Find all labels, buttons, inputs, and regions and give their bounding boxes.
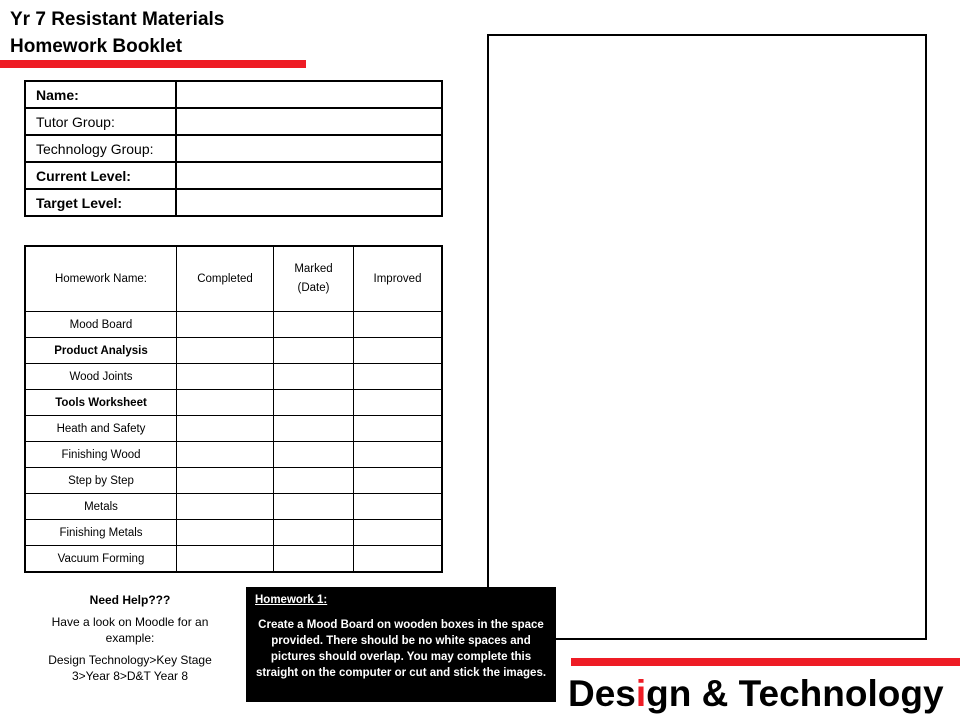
info-label: Target Level: bbox=[25, 189, 176, 216]
marked-cell[interactable] bbox=[274, 494, 354, 520]
homework-row bbox=[25, 338, 442, 364]
info-label: Technology Group: bbox=[25, 135, 176, 162]
header-improved: Improved bbox=[354, 246, 443, 312]
homework-tracker-table bbox=[24, 245, 443, 573]
completed-cell[interactable] bbox=[177, 468, 274, 494]
info-row bbox=[25, 162, 442, 189]
info-label: Tutor Group: bbox=[25, 108, 176, 135]
help-section bbox=[30, 592, 230, 690]
homework-name: Product Analysis bbox=[25, 338, 177, 364]
header-homework-name: Homework Name: bbox=[25, 246, 177, 312]
marked-cell[interactable] bbox=[274, 468, 354, 494]
help-text: Have a look on Moodle for an example: bbox=[51, 615, 209, 645]
improved-cell[interactable] bbox=[354, 494, 443, 520]
help-heading: Need Help??? bbox=[89, 593, 171, 607]
marked-cell[interactable] bbox=[274, 442, 354, 468]
homework-task-box bbox=[246, 587, 556, 702]
info-row bbox=[25, 81, 442, 108]
footer-title bbox=[568, 672, 944, 716]
footer-title-accent-letter: i bbox=[635, 673, 647, 714]
info-value-field[interactable] bbox=[176, 135, 442, 162]
homework-row bbox=[25, 442, 442, 468]
marked-cell[interactable] bbox=[274, 390, 354, 416]
marked-cell[interactable] bbox=[274, 338, 354, 364]
homework-name: Wood Joints bbox=[25, 364, 177, 390]
homework-header-row bbox=[25, 246, 442, 312]
marked-cell[interactable] bbox=[274, 416, 354, 442]
marked-cell[interactable] bbox=[274, 312, 354, 338]
header-marked-line1: Marked bbox=[294, 263, 333, 275]
completed-cell[interactable] bbox=[177, 364, 274, 390]
info-value-field[interactable] bbox=[176, 162, 442, 189]
completed-cell[interactable] bbox=[177, 312, 274, 338]
student-info-table bbox=[24, 80, 443, 217]
info-label: Name: bbox=[25, 81, 176, 108]
improved-cell[interactable] bbox=[354, 338, 443, 364]
info-row bbox=[25, 135, 442, 162]
completed-cell[interactable] bbox=[177, 390, 274, 416]
completed-cell[interactable] bbox=[177, 520, 274, 546]
homework-row bbox=[25, 390, 442, 416]
info-row bbox=[25, 108, 442, 135]
homework-row bbox=[25, 312, 442, 338]
completed-cell[interactable] bbox=[177, 442, 274, 468]
marked-cell[interactable] bbox=[274, 520, 354, 546]
homework-row bbox=[25, 520, 442, 546]
homework-name: Finishing Metals bbox=[25, 520, 177, 546]
completed-cell[interactable] bbox=[177, 546, 274, 573]
title-accent-bar bbox=[0, 60, 306, 68]
homework-row bbox=[25, 494, 442, 520]
info-label: Current Level: bbox=[25, 162, 176, 189]
homework-row bbox=[25, 468, 442, 494]
completed-cell[interactable] bbox=[177, 494, 274, 520]
footer-accent-bar bbox=[571, 658, 960, 666]
header-marked bbox=[274, 246, 354, 312]
homework-row bbox=[25, 364, 442, 390]
marked-cell[interactable] bbox=[274, 546, 354, 573]
info-value-field[interactable] bbox=[176, 189, 442, 216]
homework-name: Vacuum Forming bbox=[25, 546, 177, 573]
info-row bbox=[25, 189, 442, 216]
improved-cell[interactable] bbox=[354, 364, 443, 390]
help-path: Design Technology>Key Stage 3>Year 8>D&T Year 8 bbox=[48, 653, 212, 683]
homework-name: Mood Board bbox=[25, 312, 177, 338]
homework-task-heading: Homework 1: bbox=[255, 594, 328, 606]
homework-row bbox=[25, 416, 442, 442]
improved-cell[interactable] bbox=[354, 416, 443, 442]
booklet-title bbox=[10, 6, 224, 60]
completed-cell[interactable] bbox=[177, 338, 274, 364]
improved-cell[interactable] bbox=[354, 468, 443, 494]
homework-name: Finishing Wood bbox=[25, 442, 177, 468]
completed-cell[interactable] bbox=[177, 416, 274, 442]
improved-cell[interactable] bbox=[354, 312, 443, 338]
improved-cell[interactable] bbox=[354, 390, 443, 416]
homework-name: Metals bbox=[25, 494, 177, 520]
homework-name: Tools Worksheet bbox=[25, 390, 177, 416]
improved-cell[interactable] bbox=[354, 520, 443, 546]
homework-task-body: Create a Mood Board on wooden boxes in the space provided. There should be no white spaces and pictures should overlap. You may complete this straight on the computer or cut and stick the images. bbox=[255, 619, 547, 679]
homework-name: Step by Step bbox=[25, 468, 177, 494]
homework-row bbox=[25, 546, 442, 573]
header-completed: Completed bbox=[177, 246, 274, 312]
marked-cell[interactable] bbox=[274, 364, 354, 390]
mood-board-area[interactable] bbox=[487, 34, 927, 640]
homework-name: Heath and Safety bbox=[25, 416, 177, 442]
title-line-2: Homework Booklet bbox=[10, 36, 183, 57]
footer-title-part: gn & Technology bbox=[646, 673, 944, 714]
improved-cell[interactable] bbox=[354, 546, 443, 573]
header-marked-line2: (Date) bbox=[297, 282, 330, 294]
info-value-field[interactable] bbox=[176, 81, 442, 108]
footer-title-part: Des bbox=[568, 673, 636, 714]
improved-cell[interactable] bbox=[354, 442, 443, 468]
title-line-1: Yr 7 Resistant Materials bbox=[10, 9, 225, 30]
info-value-field[interactable] bbox=[176, 108, 442, 135]
